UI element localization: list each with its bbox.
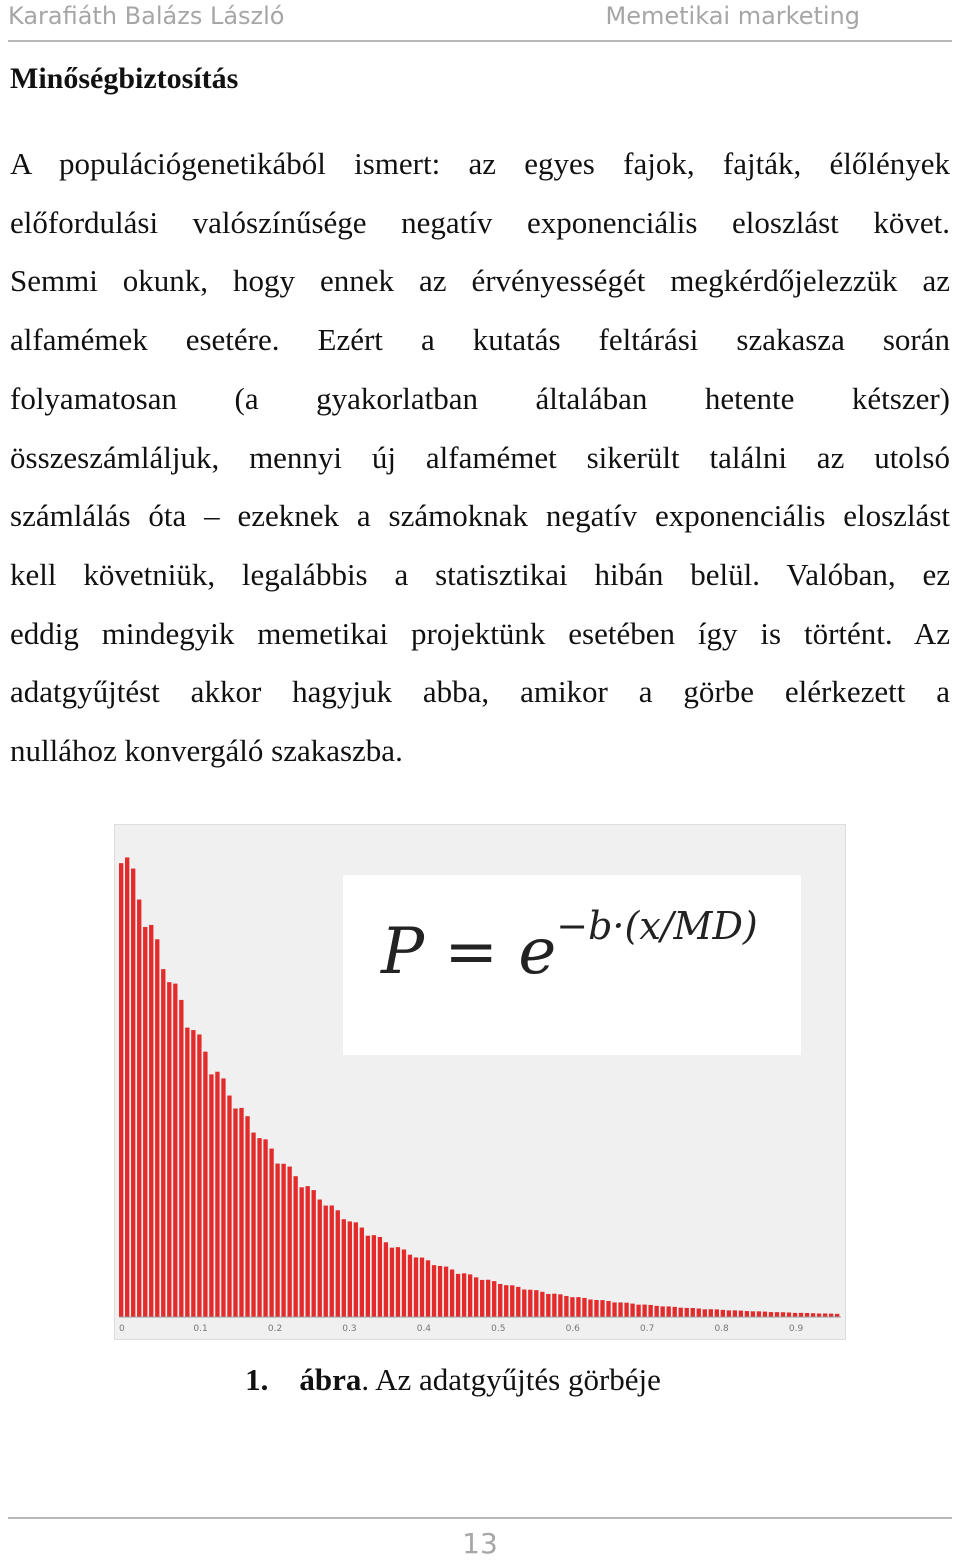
- chart-bar: [552, 1294, 556, 1317]
- body-paragraph: [10, 135, 950, 781]
- header-book-title: Memetikai marketing: [605, 2, 860, 30]
- chart-bar: [293, 1176, 297, 1317]
- chart-bar: [330, 1206, 334, 1317]
- chart-bar: [275, 1164, 279, 1317]
- chart-bar: [378, 1237, 382, 1317]
- chart-bar: [209, 1074, 213, 1317]
- page-footer: [8, 1517, 952, 1566]
- chart-bar: [685, 1308, 689, 1317]
- chart-bar: [306, 1186, 310, 1317]
- chart-bar: [450, 1270, 454, 1317]
- chart-bar: [456, 1274, 460, 1317]
- chart-bar: [594, 1300, 598, 1317]
- chart-bar: [498, 1284, 502, 1317]
- chart-bar: [420, 1258, 424, 1317]
- paragraph-line: számlálás óta – ezeknek a számoknak negatív exponenciális eloszlást: [10, 498, 950, 534]
- x-tick-label: 0.4: [416, 1324, 432, 1334]
- chart-bar: [468, 1274, 472, 1317]
- chart-bar: [125, 857, 129, 1317]
- chart-bar: [245, 1116, 249, 1317]
- page-header: [8, 0, 952, 42]
- chart-bar: [673, 1307, 677, 1317]
- chart-bar: [402, 1250, 406, 1317]
- chart-bar: [137, 900, 141, 1317]
- chart-bar: [269, 1149, 273, 1317]
- chart-bar: [648, 1305, 652, 1317]
- figure-caption: [0, 1362, 906, 1398]
- x-tick-label: 0: [119, 1324, 125, 1334]
- chart-bar: [600, 1300, 604, 1317]
- chart-bar: [167, 982, 171, 1317]
- paragraph-line: kell követniük, legalábbis a statisztikai hibán belül. Valóban, ez: [10, 556, 950, 592]
- formula-box: [343, 875, 801, 1055]
- chart-bar: [534, 1290, 538, 1317]
- chart-bar: [191, 1030, 195, 1317]
- chart-bar: [787, 1312, 791, 1317]
- chart-bar: [721, 1310, 725, 1317]
- chart-bar: [492, 1281, 496, 1317]
- chart-bar: [570, 1297, 574, 1317]
- chart-bar: [462, 1273, 466, 1317]
- chart-bar: [300, 1187, 304, 1317]
- chart-bar: [161, 969, 165, 1317]
- chart-bar: [751, 1311, 755, 1317]
- chart-bar: [233, 1109, 237, 1317]
- chart-bar: [606, 1301, 610, 1317]
- chart-bar: [739, 1311, 743, 1317]
- chart-bar: [384, 1242, 388, 1317]
- chart-bar: [805, 1313, 809, 1317]
- caption-number: 1.: [245, 1362, 269, 1397]
- chart-bar: [318, 1200, 322, 1317]
- chart-bar: [691, 1308, 695, 1317]
- chart-bar: [444, 1267, 448, 1317]
- chart-bar: [143, 927, 147, 1317]
- chart-bar: [221, 1078, 225, 1317]
- paragraph-line: A populációgenetikából ismert: az egyes fajok, fajták, élőlények: [10, 146, 950, 181]
- x-tick-label: 0.1: [193, 1324, 208, 1334]
- chart-bar: [119, 863, 123, 1317]
- paragraph-line: előfordulási valószínűsége negatív exponenciális eloszlást követ.: [10, 204, 950, 240]
- chart-bar: [667, 1306, 671, 1317]
- formula-exponent: −b·(x/MD): [556, 904, 758, 948]
- chart-bar: [582, 1298, 586, 1317]
- header-author: Karafiáth Balázs László: [8, 2, 285, 30]
- chart-bar: [636, 1305, 640, 1317]
- caption-text: . Az adatgyűjtés görbéje: [361, 1362, 661, 1397]
- chart-bar: [149, 925, 153, 1317]
- chart-bar: [173, 984, 177, 1317]
- chart-bar: [185, 1028, 189, 1317]
- chart-bar: [630, 1304, 634, 1317]
- chart-bar: [757, 1311, 761, 1317]
- chart-bar: [227, 1096, 231, 1317]
- chart-bar: [727, 1310, 731, 1317]
- chart-bar: [793, 1313, 797, 1317]
- paragraph-line: Semmi okunk, hogy ennek az érvényességét megkérdőjelezzük az: [10, 263, 950, 299]
- chart-bar: [197, 1034, 201, 1317]
- chart-bar: [203, 1052, 207, 1317]
- x-tick-label: 0.6: [565, 1324, 580, 1334]
- chart-bar: [612, 1302, 616, 1317]
- chart-bar: [576, 1297, 580, 1317]
- formula-main: P = e: [381, 915, 557, 989]
- chart-bar: [257, 1138, 261, 1317]
- chart-bar: [769, 1312, 773, 1317]
- chart-bar: [540, 1292, 544, 1317]
- chart-bar: [654, 1306, 658, 1317]
- chart-bar: [618, 1302, 622, 1317]
- chart-bar: [324, 1206, 328, 1317]
- chart-bar: [287, 1167, 291, 1317]
- chart-bar: [642, 1305, 646, 1317]
- chart-bar: [263, 1139, 267, 1317]
- chart-bar: [336, 1210, 340, 1317]
- paragraph-line: eddig mindegyik memetikai projektünk esetében így is történt. Az: [10, 615, 950, 651]
- formula: [381, 904, 758, 989]
- chart-bar: [763, 1312, 767, 1317]
- chart-bar: [661, 1306, 665, 1317]
- paragraph-line: folyamatosan (a gyakorlatban általában hetente kétszer): [10, 380, 950, 416]
- chart-bar: [733, 1310, 737, 1317]
- x-tick-label: 0.3: [342, 1324, 357, 1334]
- chart-bar: [564, 1296, 568, 1317]
- chart-bar: [281, 1164, 285, 1317]
- chart-bar: [817, 1313, 821, 1317]
- x-tick-label: 0.2: [267, 1324, 283, 1334]
- chart-bar: [624, 1303, 628, 1317]
- chart-bar: [372, 1235, 376, 1317]
- chart-bar: [516, 1287, 520, 1317]
- chart-bar: [510, 1285, 514, 1317]
- chart-bar: [390, 1248, 394, 1317]
- figure-exponential-chart: [114, 824, 846, 1340]
- x-tick-label: 0.8: [714, 1324, 729, 1334]
- chart-bar: [679, 1308, 683, 1317]
- chart-bar: [414, 1257, 418, 1317]
- x-tick-label: 0.5: [491, 1324, 506, 1334]
- chart-bar: [438, 1266, 442, 1317]
- chart-bar: [354, 1222, 358, 1317]
- chart-bar: [360, 1228, 364, 1317]
- chart-bar: [715, 1309, 719, 1317]
- chart-bar: [348, 1221, 352, 1317]
- chart-bar: [396, 1247, 400, 1317]
- chart-bar: [799, 1313, 803, 1317]
- chart-bar: [239, 1108, 243, 1317]
- chart-bar: [408, 1255, 412, 1317]
- chart-bar: [215, 1072, 219, 1317]
- chart-bar: [811, 1313, 815, 1317]
- chart-bar: [775, 1312, 779, 1317]
- chart-bar: [781, 1312, 785, 1317]
- chart-bar: [703, 1309, 707, 1317]
- chart-bar: [558, 1294, 562, 1317]
- chart-bar: [426, 1260, 430, 1317]
- chart-bar: [588, 1299, 592, 1317]
- section-title: Minőségbiztosítás: [10, 62, 239, 95]
- chart-bar: [522, 1290, 526, 1317]
- page-number: 13: [462, 1527, 498, 1560]
- chart-bar: [312, 1190, 316, 1317]
- chart-bar: [179, 1000, 183, 1317]
- chart-bar: [823, 1313, 827, 1317]
- chart-bar: [251, 1133, 255, 1317]
- chart-bar: [709, 1309, 713, 1317]
- chart-bar: [829, 1314, 833, 1317]
- paragraph-line: alfamémek esetére. Ezért a kutatás feltárási szakasza során: [10, 322, 950, 358]
- paragraph-line: adatgyűjtést akkor hagyjuk abba, amikor a görbe elérkezett a: [10, 674, 950, 710]
- chart-bar: [131, 869, 135, 1317]
- caption-label: ábra: [299, 1362, 362, 1397]
- chart-bar: [366, 1236, 370, 1317]
- chart-bar: [504, 1285, 508, 1317]
- x-tick-label: 0.7: [640, 1324, 655, 1334]
- chart-bar: [528, 1290, 532, 1317]
- x-tick-label: 0.9: [788, 1324, 804, 1334]
- paragraph-line: nullához konvergáló szakaszba.: [10, 733, 403, 769]
- chart-bar: [155, 939, 159, 1317]
- chart-bar: [745, 1311, 749, 1317]
- chart-bar: [432, 1265, 436, 1317]
- chart-bar: [697, 1309, 701, 1317]
- paragraph-line: összeszámláljuk, mennyi új alfamémet sikerült találni az utolsó: [10, 439, 950, 475]
- chart-bar: [546, 1294, 550, 1317]
- chart-bar: [486, 1280, 490, 1317]
- chart-bar: [480, 1280, 484, 1317]
- chart-bar: [474, 1277, 478, 1317]
- chart-bar: [342, 1219, 346, 1317]
